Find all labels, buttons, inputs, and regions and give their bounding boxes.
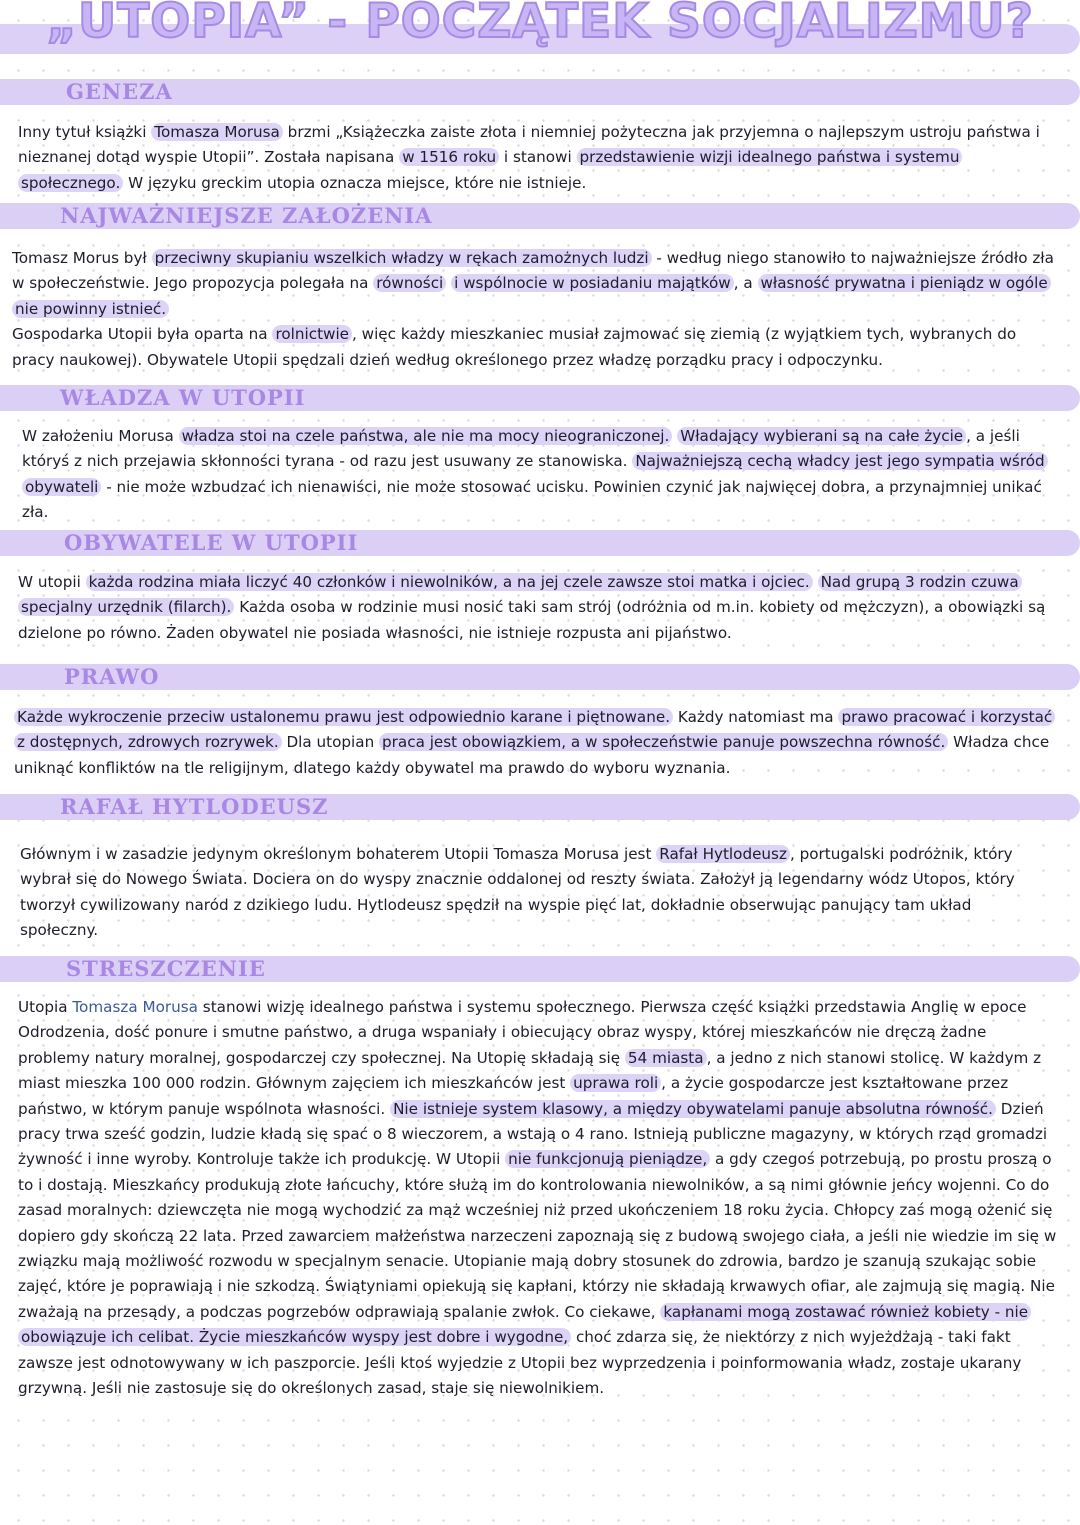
paragraph-wladza: W założeniu Morusa władza stoi na czele państwa, ale nie ma mocy nieograniczonej. Władający wybierani są na całe życie , a jeśli któryś z nich przejawia skłonności tyrana - od razu jest usuwany ze stanowiska. Najważniejszą cechą władcy jest jego sympatia wśród obywateli - nie może wzbudzać ich nienawiści, nie może stosować ucisku. Powinien czynić jak najwięcej dobra, a przynajmniej unikać zła. [22,424,1058,526]
paragraph-prawo: Każde wykroczenie przeciw ustalonemu prawu jest odpowiednio karane i piętnowane. Każdy natomiast ma prawo pracować i korzystać z dostępnych, zdrowych rozrywek. Dla utopian praca jest obowiązkiem, a w społeczeństwie panuje powszechna równość. Władza chce uniknąć konfliktów na tle religijnym, dlatego każdy obywatel ma prawdo do wyboru wyznania. [14,705,1058,781]
paragraph-zalozenia-1: Tomasz Morus był przeciwny skupianiu wszelkich władzy w rękach zamożnych ludzi - według niego stanowiło to najważniejsze źródło zła w społeczeństwie. Jego propozycja polegała na równości i wspólnocie w posiadaniu majątków , a własność prywatna i pieniądz w ogóle nie powinny istnieć. [12,249,1054,318]
page-title: „UTOPIA” - POCZĄTEK SOCJALIZMU? [46,0,1034,49]
paragraph-obywatele: W utopii każda rodzina miała liczyć 40 członków i niewolników, a na jej czele zawsze stoi matka i ojciec. Nad grupą 3 rodzin czuwa specjalny urzędnik (filarch). Każda osoba w rodzinie musi nosić taki sam strój (odróżnia od m.in. kobiety od mężczyzn), a obowiązki są dzielone po równo. Żaden obywatel nie posiada własności, nie istnieje rozpusta ani pijaństwo. [18,573,1046,642]
paragraph-zalozenia-2: Gospodarka Utopii była oparta na rolnictwie , więc każdy mieszkaniec musiał zajmować się ziemią (z wyjątkiem tych, wybranych do pracy naukowej). Obywatele Utopii spędzali dzień według określonego przez władzę porządku pracy i odpoczynku. [12,325,1017,369]
heading-streszczenie: STRESZCZENIE [66,956,266,981]
paragraph-streszczenie: Utopia Tomasza Morusa stanowi wizję idealnego państwa i systemu społecznego. Pierwsza część książki przedstawia Anglię w epoce Odrodzenia, dość ponure i smutne państwo, a druga wspaniały i obiecujący obraz wyspy, której mieszkańców nie dręczą żadne problemy natury moralnej, gospodarczej czy społecznej. Na Utopię składają się 54 miasta , a jedno z nich stanowi stolicę. W każdym z miast mieszka 100 000 rodzin. Głównym zajęciem ich mieszkańców jest uprawa roli , a życie gospodarcze jest kształtowane przez państwo, w którym panuje wspólnota własności. Nie istnieje system klasowy, a między obywatelami panuje absolutna równość. Dzień pracy trwa sześć godzin, ludzie kładą się spać o 8 wieczorem, a wstają o 4 rano. Istnieją publiczne magazyny, w których rząd gromadzi żywność i inne wyroby. Kontroluje także ich produkcję. W Utopii nie funkcjonują pieniądze, a gdy czegoś potrzebują, po prostu proszą o to i dostają. Mieszkańcy produkują złote łańcuchy, które służą im do kontrolowania niewolników, a są nimi głównie jeńcy wojenni. Co do zasad moralnych: dziewczęta nie mogą wychodzić za mąż wcześniej niż przed ukończeniem 18 roku życia. Chłopcy zaś mogą ożenić się dopiero gdy skończą 22 lata. Przed zawarciem małżeństwa narzeczeni zapoznają się z budową swojego ciała, a jeśli nie wiedzie im się w związku mają możliwość rozwodu w specjalnym senacie. Utopianie mają dobry stosunek do zdrowia, bardzo je szanują szukając sobie zajęć, które je poprawiają i nie szkodzą. Świątyniami opiekują się kapłani, którzy nie składają krwawych ofiar, ale zajmują się magią. Nie zważają na przesądy, a podczas pogrzebów odprawiają spalanie zwłok. Co ciekawe, kapłanami mogą zostawać również kobiety - nie obowiązuje ich celibat. Życie mieszkańców wyspy jest dobre i wygodne, choć zdarza się, że niektórzy z nich wyjeżdżają - taki fakt zawsze jest odnotowywany w ich paszporcie. Jeśli ktoś wyjedzie z Utopii bez wyprzedzenia i poinformowania władz, zostaje ukarany grzywną. Jeśli nie zastosuje się do określonych zasad, staje się niewolnikiem. [18,998,1057,1398]
paragraph-zalozenia [12,246,1056,373]
heading-prawo: PRAWO [64,664,160,689]
heading-rafal: RAFAŁ HYTLODEUSZ [60,794,329,819]
title-area [0,0,1080,72]
paragraph-geneza: Inny tytuł książki Tomasza Morusa brzmi „Książeczka zaiste złota i niemniej pożyteczna jak przyjemna o najlepszym ustroju państwa i nieznanej dotąd wyspie Utopii”. Została napisana w 1516 roku i stanowi przedstawienie wizji idealnego państwa i systemu społecznego. W języku greckim utopia oznacza miejsce, które nie istnieje. [18,123,1040,192]
paragraph-rafal: Głównym i w zasadzie jedynym określonym bohaterem Utopii Tomasza Morusa jest Rafał Hytlodeusz , portugalski podróżnik, który wybrał się do Nowego Świata. Dociera on do wyspy znacznie oddalonej od reszty świata. Założył ją legendarny wódz Utopos, który tworzył cywilizowany naród z dzikiego ludu. Hytlodeusz spędził na wyspie pięć lat, dokładnie obserwując panujący tam układ społeczny. [20,845,1015,940]
heading-wladza: WŁADZA W UTOPII [60,385,306,410]
heading-bar-prawo [0,664,1080,690]
heading-geneza: GENEZA [66,79,173,104]
heading-obywatele: OBYWATELE W UTOPII [64,530,359,555]
heading-zalozenia: NAJWAŻNIEJSZE ZAŁOŻENIA [60,203,433,228]
